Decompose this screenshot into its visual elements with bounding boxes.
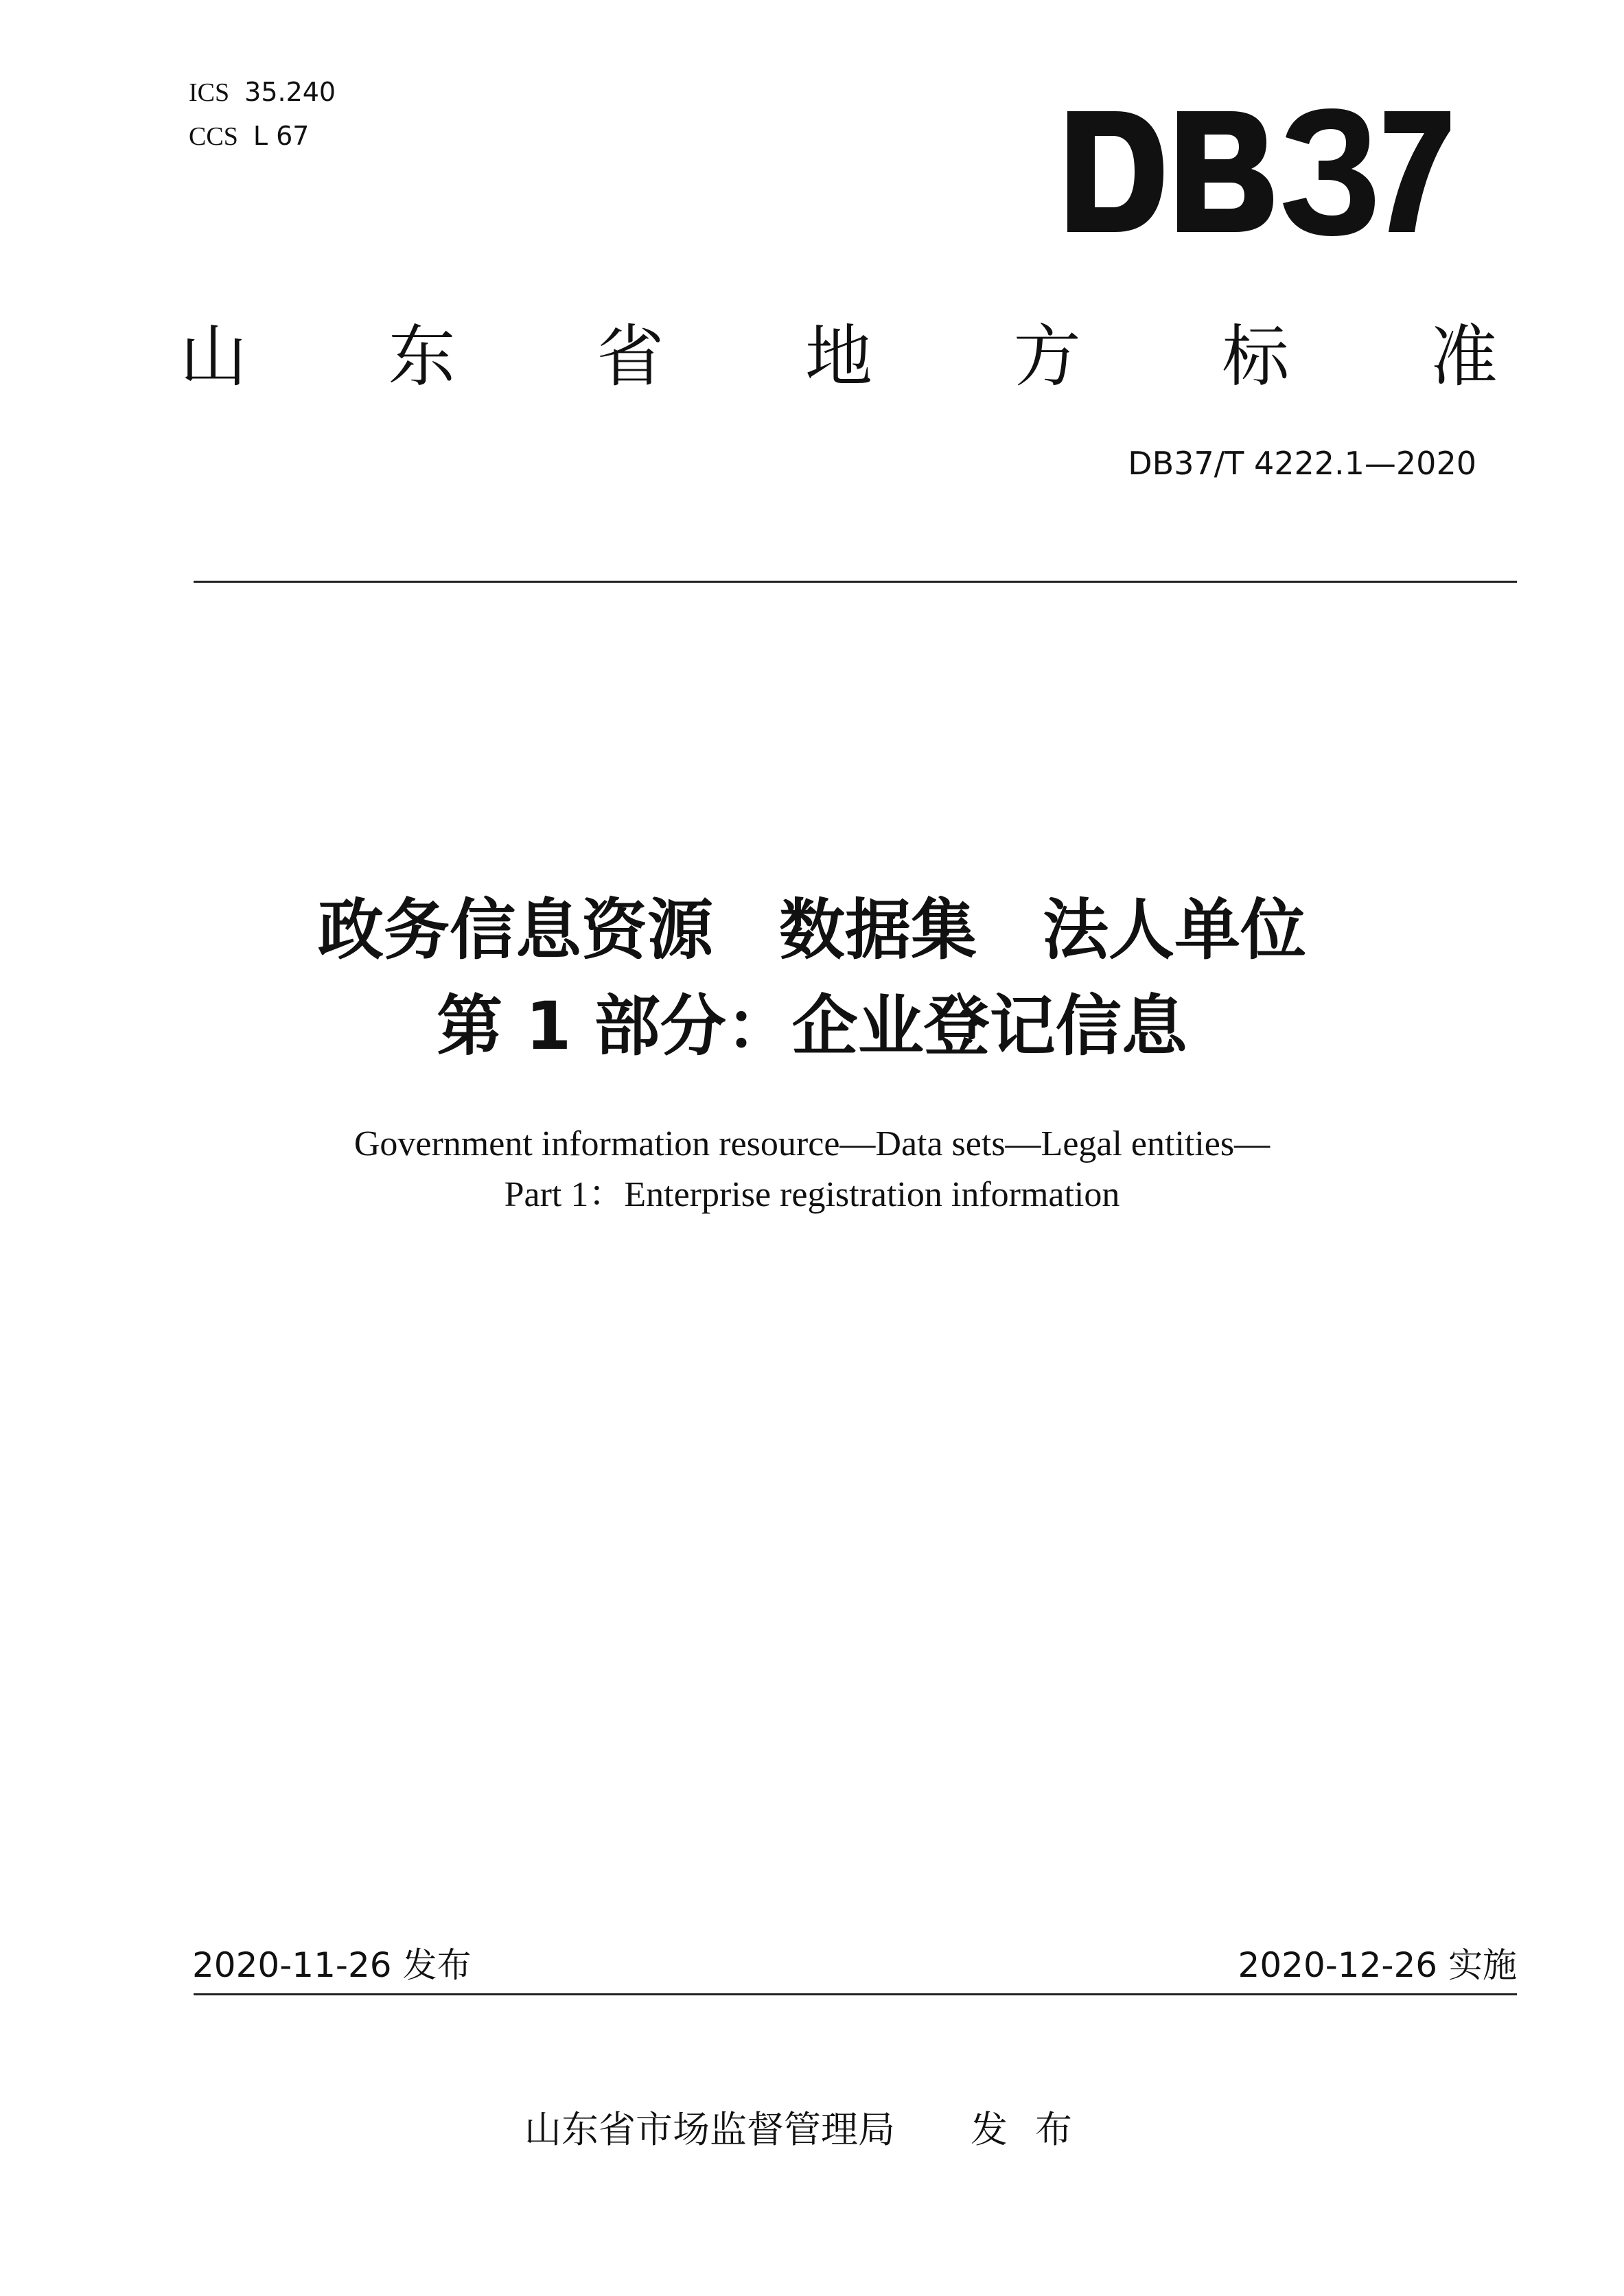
- ics-value: 35.240: [244, 77, 336, 107]
- ccs-code: [189, 121, 309, 152]
- ccs-label: CCS: [189, 122, 238, 151]
- headline-char: 方: [1013, 318, 1081, 396]
- issuer-action: 发布: [971, 2108, 1100, 2151]
- title-en-line1: Government information resource—Data sets—Legal entities—: [353, 1124, 1271, 1163]
- headline-char: 标: [1222, 318, 1290, 396]
- headline-char: 省: [596, 318, 664, 396]
- title-en-line2: Part 1：Enterprise registration information: [504, 1175, 1120, 1214]
- db37-logo: [1067, 103, 1452, 240]
- ics-code: [189, 77, 336, 108]
- headline-char: 东: [388, 318, 456, 396]
- top-divider: [194, 581, 1517, 583]
- issuer-name: 山东省市场监督管理局: [524, 2108, 895, 2151]
- effective-date: 2020-12-26 实施: [1238, 1945, 1517, 1985]
- headline-char: 准: [1430, 318, 1498, 396]
- bottom-divider: [194, 1993, 1517, 1995]
- ics-label: ICS: [189, 78, 230, 107]
- title-cn-line1: 政务信息资源 数据集 法人单位: [318, 892, 1306, 969]
- ccs-value: L 67: [253, 121, 310, 151]
- headline-char: 地: [804, 318, 872, 396]
- standard-category-headline: [180, 312, 1498, 402]
- title-cn-line2: 第 1 部分：企业登记信息: [437, 988, 1187, 1065]
- standard-number: DB37/T 4222.1—2020: [1128, 445, 1476, 482]
- publish-date: 2020-11-26 发布: [192, 1945, 472, 1985]
- headline-char: 山: [180, 318, 248, 396]
- issuer-line: [0, 2104, 1624, 2156]
